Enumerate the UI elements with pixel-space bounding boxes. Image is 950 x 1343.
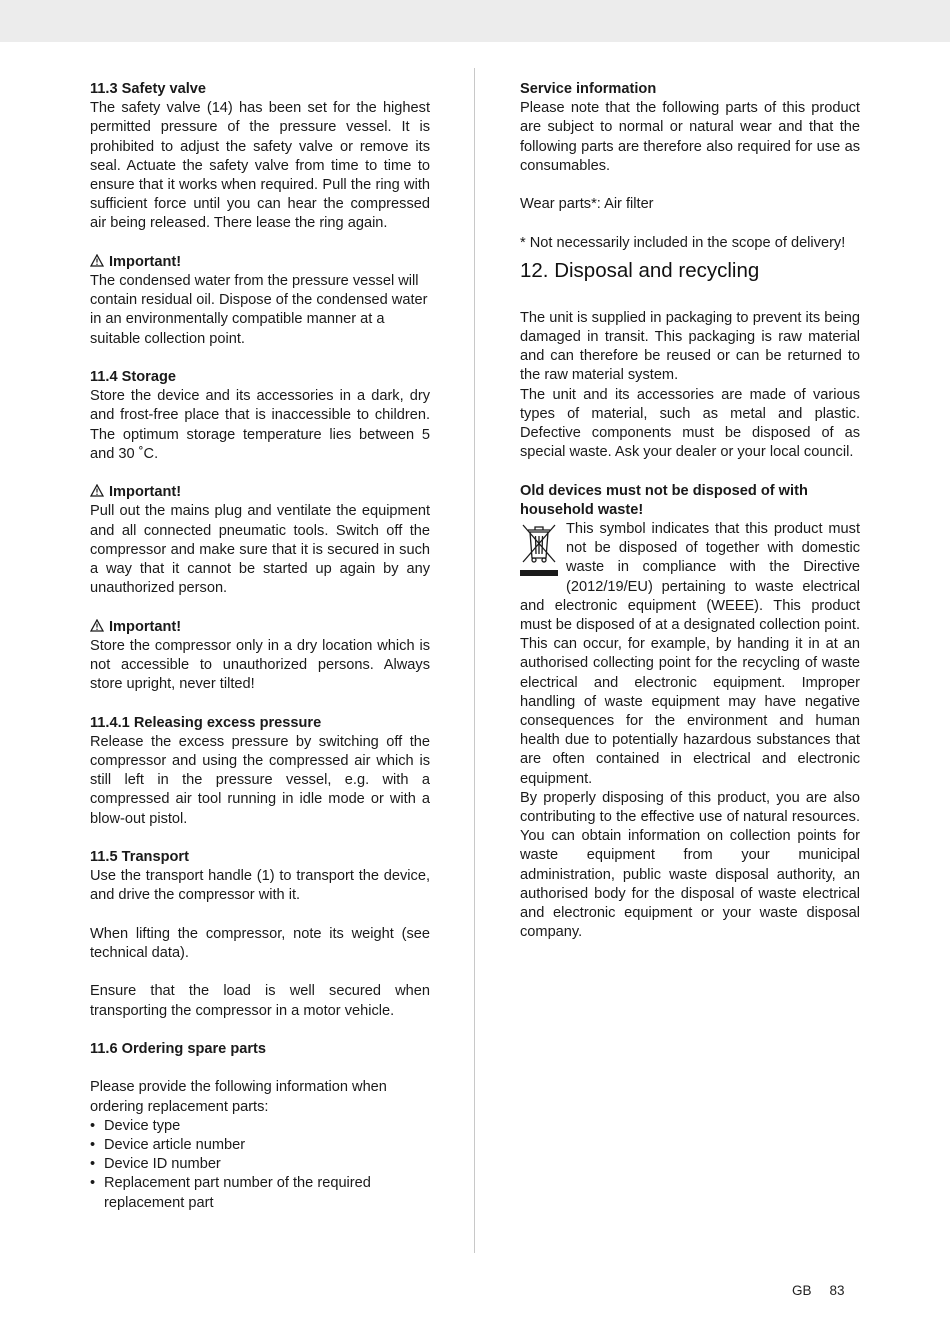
important-label: Important!	[109, 484, 182, 501]
important-note-1	[90, 253, 430, 349]
column-divider	[474, 68, 475, 1253]
section-body: Please note that the following parts of this product are subject to normal or natural wear and that the following parts are therefore also required for use as consumables.	[520, 100, 860, 174]
section-11-6	[90, 1040, 430, 1059]
section-title: 11.3 Safety valve	[90, 81, 207, 97]
list-item: • Device ID number	[90, 1155, 430, 1174]
list-item: • Device type	[90, 1117, 430, 1136]
wear-parts: Wear parts*: Air filter	[520, 196, 654, 213]
old-devices-heading: Old devices must not be disposed of with household waste!	[520, 482, 808, 518]
weee-body: This symbol indicates that this product must not be disposed of together with domestic waste in compliance with the Directive (2012/19/EU) pertaining to waste electrical and electronic equipment (WEEE). This product must be disposed of at a designated collection point. This can occur, for example, by handing it in at an authorised collecting point for the recycling of waste electrical and electronic equipment. Improper handling of waste equipment may have negative consequences for the environment and human health due to potentially hazardous substances that are often contained in electrical and electronic equipment.	[520, 521, 860, 787]
top-bar	[0, 0, 950, 42]
section-body: Release the excess pressure by switching off the compressor and using the compressed air which is still left in the pressure vessel, e.g. with a compressed air tool running in idle mode or with a blow-out pistol.	[90, 733, 430, 827]
service-information	[520, 80, 860, 176]
warning-triangle-icon	[90, 619, 104, 632]
list-item: • Replacement part number of the required replacement part	[90, 1174, 430, 1212]
important-note-3	[90, 618, 430, 695]
important-label: Important!	[109, 253, 182, 270]
right-column	[520, 80, 860, 942]
section-11-3	[90, 80, 430, 234]
section-title: 11.4 Storage	[90, 369, 176, 386]
left-column	[90, 80, 430, 1213]
spare-parts-list	[90, 1117, 430, 1213]
page-footer	[792, 1283, 845, 1298]
weee-crossed-bin-icon	[520, 522, 558, 580]
important-body: Pull out the mains plug and ventilate the equipment and all connected pneumatic tools. Switch off the compressor and make sure that it is secured in such a way that it cannot be started up again by any unauthorized person.	[90, 503, 430, 597]
section-body: Use the transport handle (1) to transport the device, and drive the compressor with it.	[90, 868, 430, 904]
weee-body-2: By properly disposing of this product, you are also contributing to the effective use of natural resources. You can obtain information on collection points for waste equipment from your municipal administration, public waste disposal authority, an authorised body for the disposal of waste electrical and electronic equipment or your waste disposal company.	[520, 789, 860, 941]
important-body: The condensed water from the pressure vessel will contain residual oil. Dispose of the condensed water in an environmentally compatible manner at a suitable collection point.	[90, 273, 428, 347]
section-11-4-1	[90, 714, 430, 829]
spare-parts-intro: Please provide the following information when ordering replacement parts:	[90, 1079, 387, 1115]
list-item: • Device article number	[90, 1136, 430, 1155]
important-note-2	[90, 483, 430, 598]
page-number: 83	[829, 1283, 845, 1298]
disposal-body-2: The unit and its accessories are made of various types of material, such as metal and plastic. Defective components must be disposed of as special waste. Ask your dealer or your local council.	[520, 386, 860, 461]
warning-triangle-icon	[90, 254, 104, 267]
important-body: Store the compressor only in a dry location which is not accessible to unauthorized persons. Always store upright, never tilted!	[90, 637, 430, 693]
section-title: Service information	[520, 81, 657, 97]
important-label: Important!	[109, 618, 182, 635]
transport-load-note: Ensure that the load is well secured when transporting the compressor in a motor vehicle.	[90, 983, 430, 1019]
section-body: Store the device and its accessories in a dark, dry and frost-free place that is inaccessible to children. The optimum storage temperature lies between 5 and 30 ˚C.	[90, 388, 430, 462]
section-12-title: 12. Disposal and recycling	[520, 258, 760, 282]
weee-notice	[520, 520, 860, 942]
delivery-footnote: * Not necessarily included in the scope of delivery!	[520, 234, 846, 251]
section-11-4	[90, 368, 430, 464]
section-body: The safety valve (14) has been set for the highest permitted pressure of the pressure vessel. It is prohibited to adjust the safety valve or remove its seal. Actuate the safety valve from time to time to ensure that it works when required. Pull the ring with sufficient force until you can hear the compressed air being released. There lease the ring again.	[90, 100, 430, 232]
disposal-body-1: The unit is supplied in packaging to prevent its being damaged in transit. This packaging is raw material and can therefore be reused or can be returned to the raw material system.	[520, 309, 860, 384]
warning-triangle-icon	[90, 484, 104, 497]
section-title: 11.6 Ordering spare parts	[90, 1041, 267, 1058]
section-11-5	[90, 848, 430, 906]
section-title: 11.5 Transport	[90, 849, 189, 866]
transport-weight-note: When lifting the compressor, note its weight (see technical data).	[90, 925, 430, 962]
section-title: 11.4.1 Releasing excess pressure	[90, 714, 322, 731]
language-code: GB	[792, 1283, 812, 1298]
